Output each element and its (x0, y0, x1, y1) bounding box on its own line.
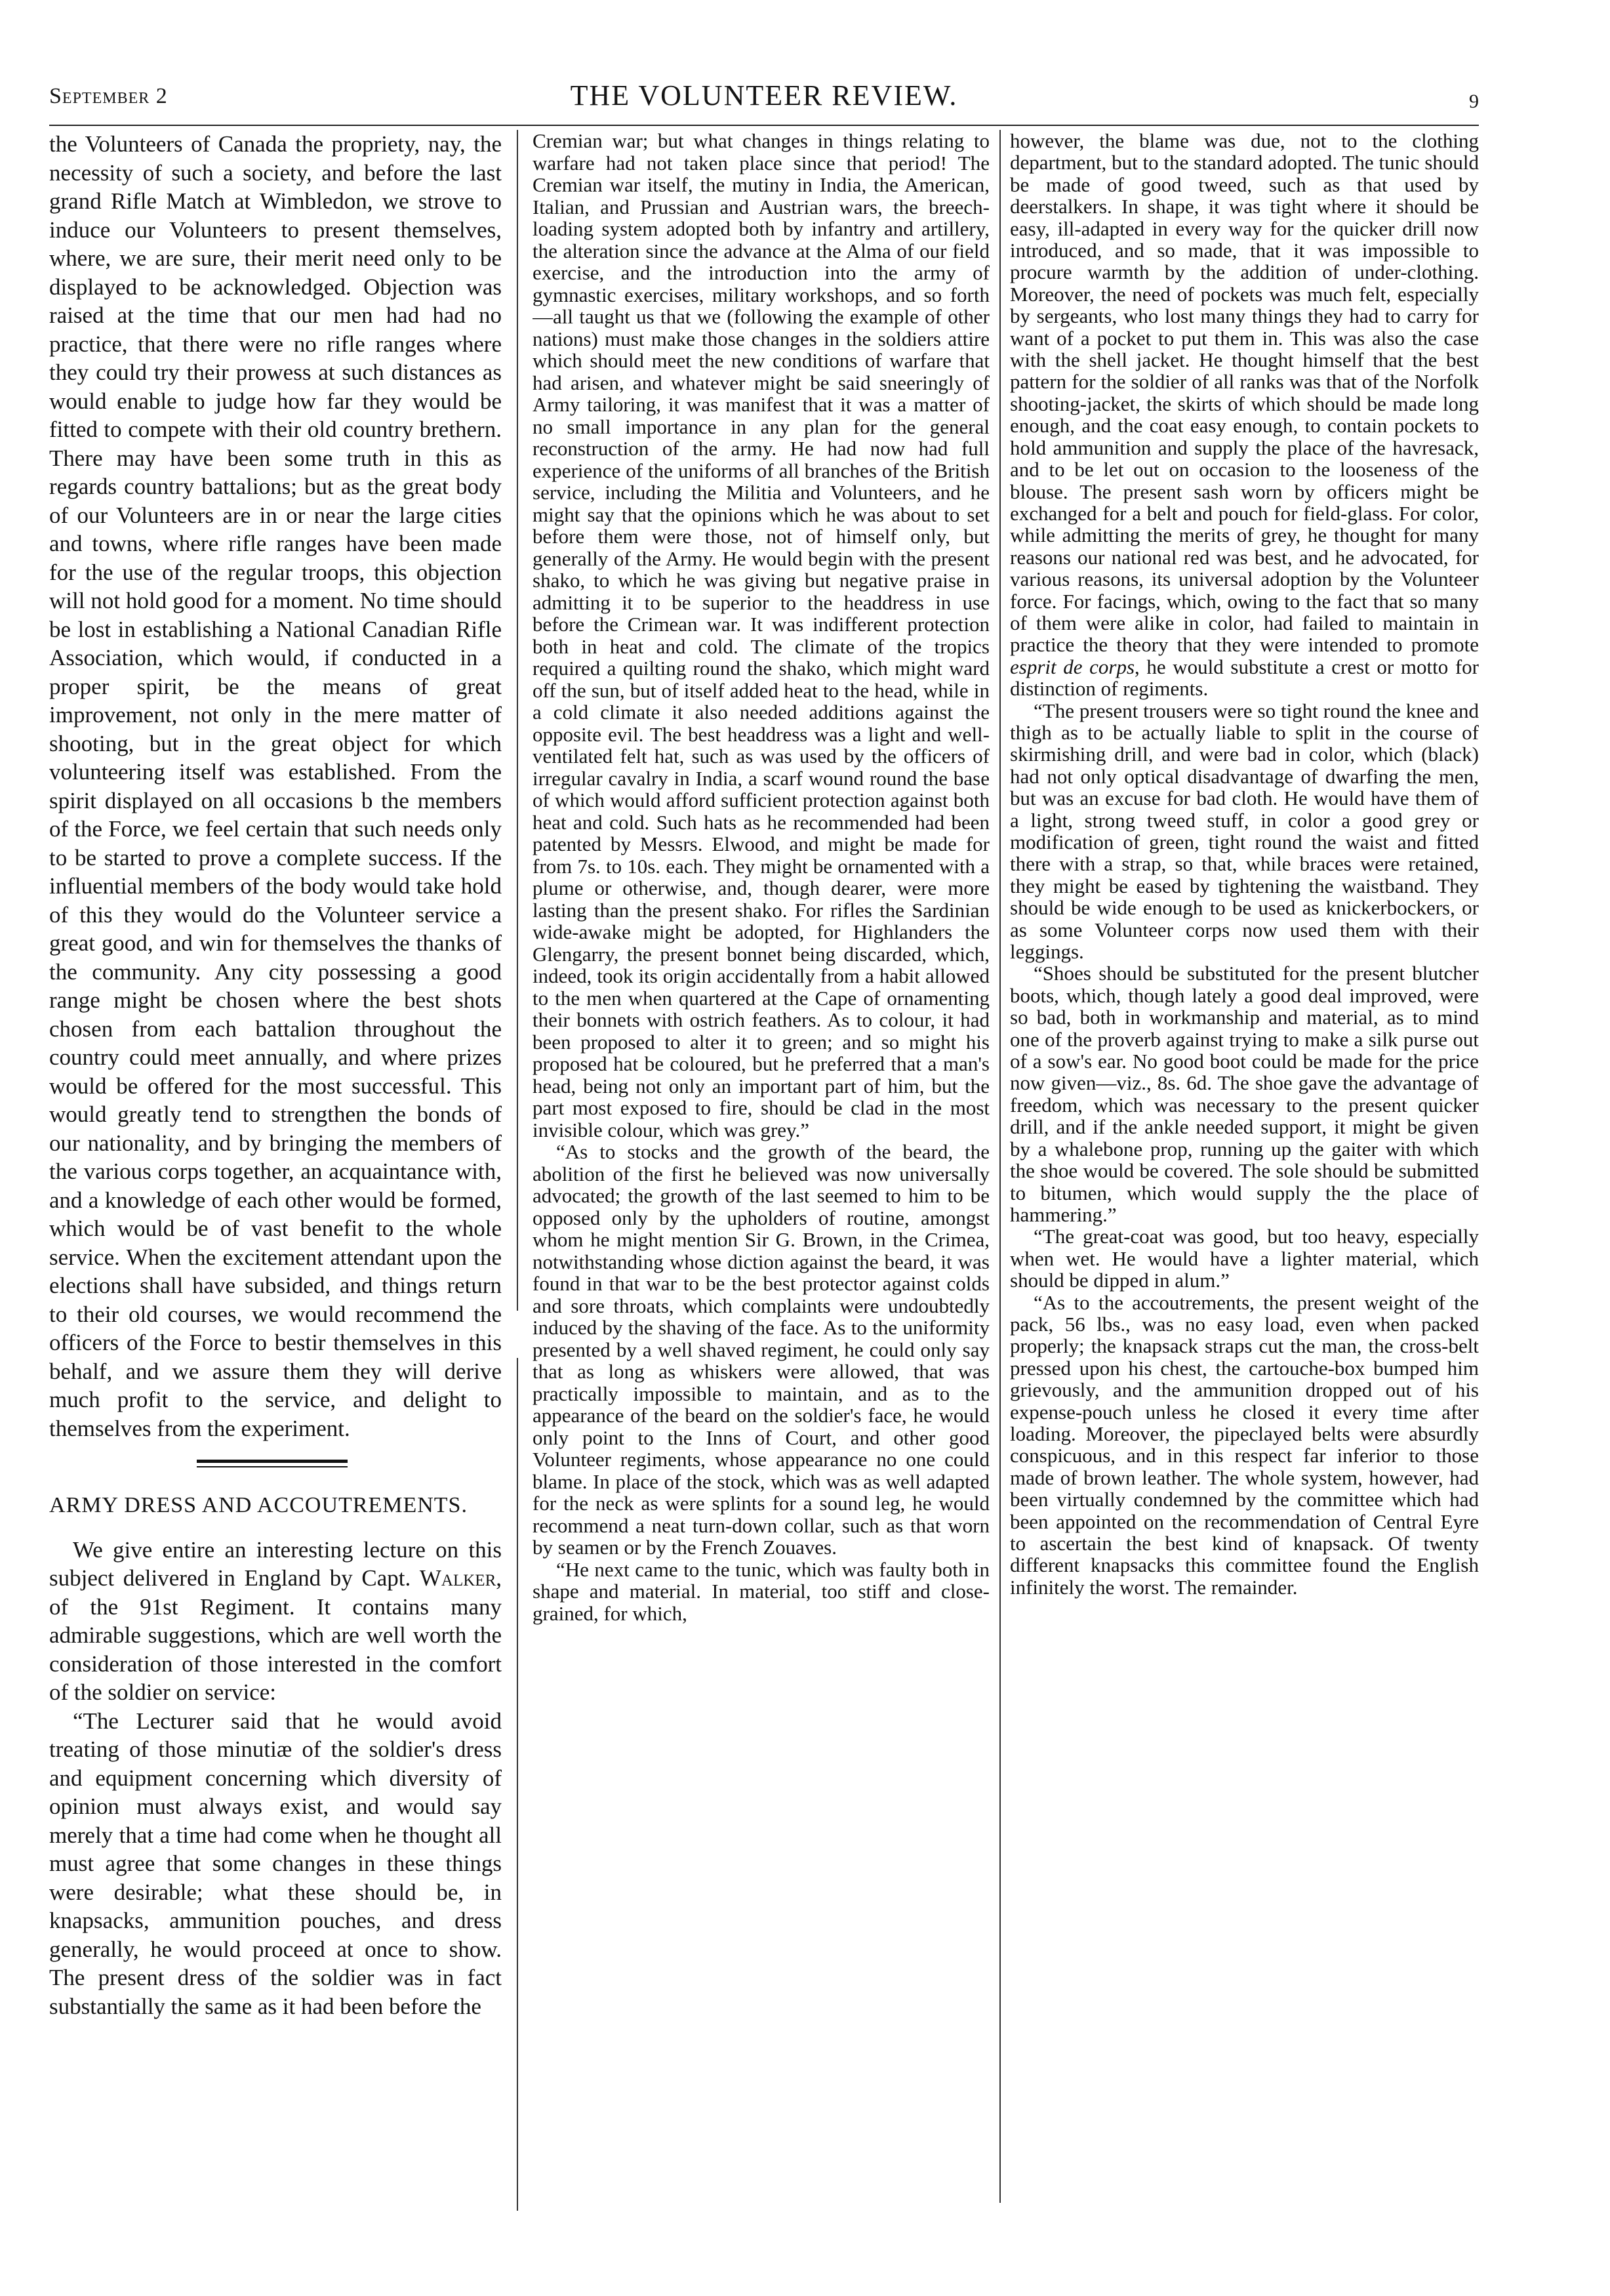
column-divider (517, 130, 518, 1311)
article-intro: We give entire an interesting lecture on this subject delivered in England by Capt. Walker, of the 91st Regiment. It contains many admirable suggestions, which are well worth the consideration of those interested in the comfort of the soldier on service: (49, 1536, 502, 1705)
editorial-paragraph: the Volunteers of Canada the propriety, nay, the necessity of such a society, and before the last grand Rifle Match at Wimbledon, we strove to induce our Volunteers to present themselves, where, we are sure, their merit need only to be displayed to be acknowledged. Objection was raised at the time that our men had had no practice, that there were no rifle ranges where they could try their prowess at such distances as would enable to judge how far they would be fitted to compete with their old country brethern. There may have been some truth in this as regards country battalions; but as the great body of our Volunteers are in or near the large cities and towns, where rifle ranges have been made for the use of the regular troops, this objection will not hold good for a moment. No time should be lost in establishing a National Canadian Rifle Association, which would, if conducted in a proper spirit, be the means of great improvement, not only in the mere matter of shooting, but in the great object for which volunteering itself was established. From the spirit displayed on all occasions b the members of the Force, we feel certain that such needs only to be started to prove a complete success. If the influential members of the body would take hold of this they would do the Volunteer service a great good, and win for themselves the thanks of the community. Any city possessing a good range might be chosen where the best shots chosen from each battalion throughout the country could meet annually, and where prizes would be offered for the most successful. This would greatly tend to strengthen the bonds of our nationality, and by bringing the members of the various corps together, an acquaintance with, and a knowledge of each other would be formed, which would be of vast benefit to the whole service. When the excitement attendant upon the elections shall have subsided, and things return to their old courses, we would recommend the officers of the Force to bestir themselves in this behalf, and we assure them they will derive much profit to the service, and delight to themselves from the experiment. (49, 131, 502, 1441)
column-3 (1010, 130, 1479, 2236)
author-name: Walker (419, 1565, 496, 1591)
issue-date: September 2 (49, 84, 168, 108)
italic-phrase: esprit de corps (1010, 655, 1135, 678)
column-2 (533, 130, 990, 2236)
header-rule (49, 125, 1479, 126)
page-header (49, 79, 1479, 122)
article-paragraph: “The present trousers were so tight round the knee and thigh as to be actually liable to split in the course of skirmishing drill, and were bad in color, which (black) had not only optical disadvantage of dwarfing the men, but was an excuse for bad cloth. He would have them of a light, strong tweed stuff, in color a good grey or modification of green, tight round the waist and fitted there with a strap, so that, while braces were retained, they might be eased by tightening the waistband. They should be wide enough to be used as knickerbockers, or as some Volunteer corps now used them with their leggings. (1010, 699, 1479, 964)
column-divider (999, 130, 1001, 2203)
column-1 (49, 130, 502, 2236)
article-heading: ARMY DRESS AND ACCOUTREMENTS. (49, 1493, 468, 1517)
article-paragraph: “The Lecturer said that he would avoid treating of those minutiæ of the soldier's dress and equipment concerning which diversity of opinion must always exist, and would say merely that a time had come when he thought all must agree that some changes in these things were desirable; what these should be, in knapsacks, ammunition pouches, and dress generally, he would proceed at once to show. The present dress of the soldier was in fact substantially the same as it had been before the (49, 1708, 502, 2019)
section-separator (49, 1443, 502, 1488)
page-number: 9 (1469, 91, 1479, 112)
article-paragraph: “He next came to the tunic, which was faulty both in shape and material. In material, too stiff and close-grained, for which, (533, 1557, 990, 1625)
masthead-title: THE VOLUNTEER REVIEW. (570, 79, 958, 112)
article-paragraph: “As to stocks and the growth of the beard, the abolition of the first he believed was now universally advocated; the growth of the last seemed to him to be opposed only by the upholders of routine, amongst whom he might mention Sir G. Brown, in the Crimea, notwithstanding whose diction against the beard, it was found in that war to be the best protector against colds and sore throats, which complaints were undoubtedly induced by the shaving of the face. As to the uniformity presented by a well shaved regiment, he could only say that as long as whiskers were allowed, that was practically impossible to maintain, and as to the appearance of the beard on the soldier's face, he would only point to the Inns of Court, and other good Volunteer regiments, whose appearance no one could blame. In place of the stock, which was as well adapted for the neck as were splints for a sound leg, he would recommend a neat turn-down collar, such as that worn by seamen or by the French Zouaves. (533, 1140, 990, 1559)
article-paragraph: however, the blame was due, not to the clothing department, but to the standard adopted. The tunic should be made of good tweed, such as that used by deerstalkers. In shape, it was tight where it should be easy, ill-adapted in every way for the quicker drill now introduced, and so made, that it was impossible to procure warmth by the addition of under-clothing. Moreover, the need of pockets was much felt, especially by sergeants, who lost many things they had to carry for want of a pocket to put them in. This was also the case with the shell jacket. He thought himself that the best pattern for the soldier of all ranks was that of the Norfolk shooting-jacket, the skirts of which should be made long enough, and the coat easy enough, to contain pockets to hold ammunition and supply the place of the havresack, and to be let out on occasion to the looseness of the blouse. The present sash worn by officers might be exchanged for a belt and pouch for field-glass. For color, while admitting the merits of grey, he thought for many reasons our national red was best, and he advocated, for various reasons, its universal adoption by the Volunteer force. For facings, which, owing to the fact that so many of them were alike in color, had failed to maintain in practice the theory that they were intended to promote esprit de corps, he would substitute a crest or motto for distinction of regiments. (1010, 130, 1479, 701)
column-divider (517, 1358, 518, 2211)
article-paragraph: “Shoes should be substituted for the present blutcher boots, which, though lately a good deal improved, were so bad, both in workmanship and material, as to mind one of the proverb against trying to make a silk purse out of a sow's ear. No good boot could be made for the price now given—viz., 8s. 6d. The shoe gave the advantage of freedom, which was necessary to the present quicker drill, and if the ankle needed support, it might be given by a whalebone prop, running up the gaiter with which the shoe would be covered. The sole should be submitted to bitumen, which would supply the the place of hammering.” (1010, 962, 1479, 1226)
article-paragraph: “The great-coat was good, but too heavy, especially when wet. He would have a lighter material, which should be dipped in alum.” (1010, 1225, 1479, 1292)
article-paragraph: Cremian war; but what changes in things relating to warfare had not taken place since that period! The Cremian war itself, the mutiny in India, the American, Italian, and Prussian and Austrian wars, the breech-loading system adopted both by infantry and artillery, the alteration since the advance at the Alma of our field exercise, and the introduction into the army of gymnastic exercises, military workshops, and so forth—all taught us that we (following the example of other nations) must make those changes in the soldiers attire which should meet the new conditions of warfare that had arisen, and whatever might be said sneeringly of Army tailoring, it was manifest that it was a matter of no small importance in any plan for the general reconstruction of the army. He had now had full experience of the uniforms of all branches of the British service, including the Militia and Volunteers, and he might say that the opinions which he was about to set before them were those, not of himself only, but generally of the Army. He would begin with the present shako, to which he was giving but negative praise in admitting it to be superior to the headdress in use before the Crimean war. It was indifferent protection both in heat and cold. The climate of the tropics required a quilting round the shako, which might ward off the sun, but of itself added heat to the head, while in a cold climate it also needed additions against the opposite evil. The best headdress was a light and well-ventilated felt hat, such as was used by the officers of irregular cavalry in India, a scarf wound round the base of which would afford sufficient protection against both heat and cold. Such hats as he recommended had been patented by Messrs. Elwood, and might be made for from 7s. to 10s. each. They might be ornamented with a plume or otherwise, and, though dearer, were more lasting than the present shako. For rifles the Sardinian wide-awake might be adopted, for Highlanders the Glengarry, the present bonnet being discarded, which, indeed, took its origin accidentally from a habit allowed to the men when quartered at the Cape of ornamenting their bonnets with ostrich feathers. As to colour, it had been proposed to alter it to green; and so might his proposed hat be coloured, but he preferred that a man's head, being not only an important part of him, but the part most exposed to fire, should be clad in the most invisible colour, which was grey.” (533, 130, 990, 1141)
article-paragraph: “As to the accoutrements, the present weight of the pack, 56 lbs., was no easy load, even when packed properly; the knapsack straps cut the man, the cross-belt pressed upon his chest, the cartouche-box bumped him grievously, and the ammunition dropped out of his expense-pouch unless he closed it every time after loading. Moreover, the pipeclayed belts were absurdly conspicuous, and in this respect far inferior to those made of brown leather. The whole system, however, had been virtually condemned by the committee which had been appointed on the recommendation of Central Eyre to ascertain the best kind of knapsack. Of twenty different knapsacks this committee found the English infinitely the worst. The remainder. (1010, 1290, 1479, 1599)
